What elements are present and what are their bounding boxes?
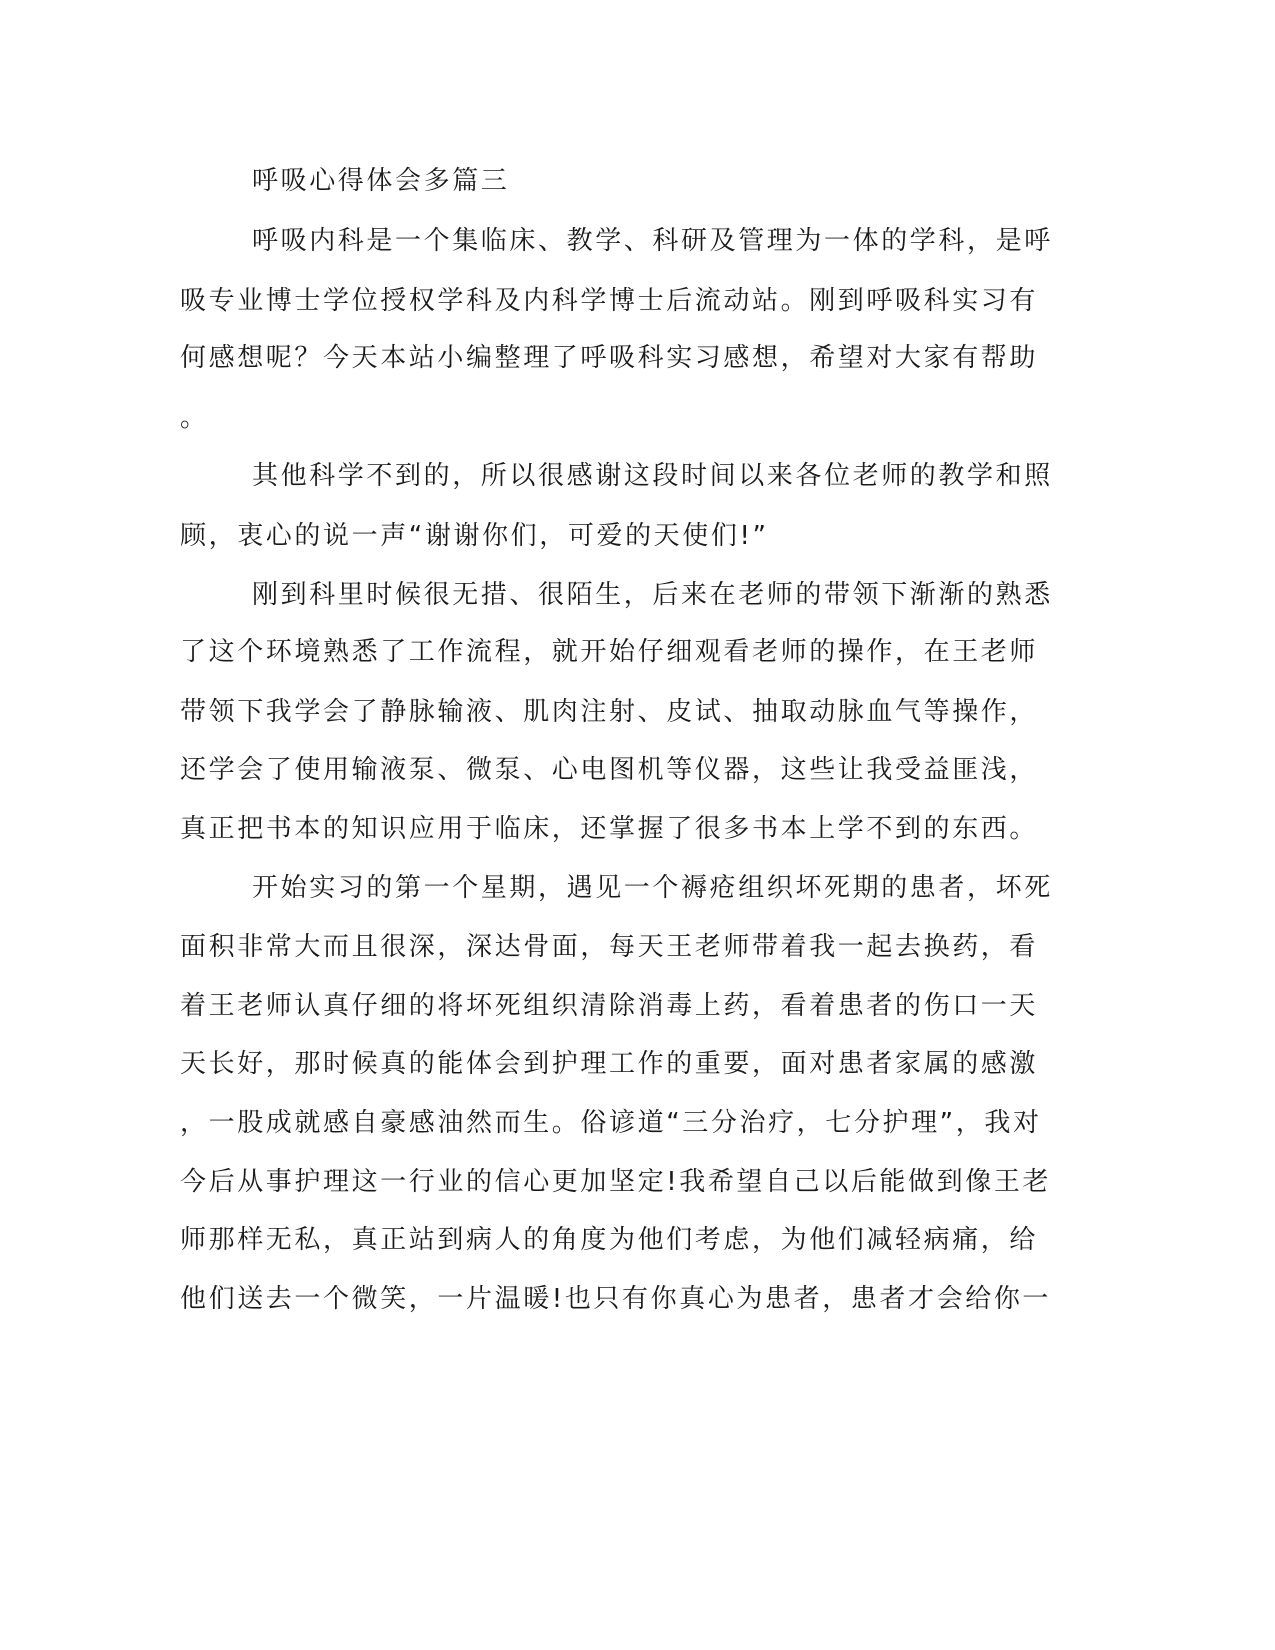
paragraph-line: 带领下我学会了静脉输液、肌肉注射、皮试、抽取动脉血气等操作， — [180, 697, 1039, 727]
paragraph-line: 吸专业博士学位授权学科及内科学博士后流动站。刚到呼吸科实习有 — [180, 286, 1039, 316]
paragraph-line: ，一股成就感自豪感油然而生。俗谚道“三分治疗，七分护理”，我对 — [180, 1108, 1042, 1138]
paragraph-line: 他们送去一个微笑，一片温暖!也只有你真心为患者，患者才会给你一 — [180, 1284, 1052, 1314]
paragraph-line: 面积非常大而且很深，深达骨面，每天王老师带着我一起去换药，看 — [180, 932, 1039, 962]
paragraph-line: 刚到科里时候很无措、很陌生，后来在老师的带领下渐渐的熟悉 — [252, 580, 1053, 610]
paragraph-line: 何感想呢？今天本站小编整理了呼吸科实习感想，希望对大家有帮助 — [180, 343, 1039, 373]
paragraph-line: 师那样无私，真正站到病人的角度为他们考虑，为他们减轻病痛，给 — [180, 1225, 1039, 1255]
paragraph-line: 顾，衷心的说一声“谢谢你们，可爱的天使们!” — [180, 521, 769, 551]
paragraph-line: 还学会了使用输液泵、微泵、心电图机等仪器，这些让我受益匪浅， — [180, 755, 1039, 785]
paragraph-line: 开始实习的第一个星期，遇见一个褥疮组织坏死期的患者，坏死 — [252, 873, 1053, 903]
paragraph-line: 真正把书本的知识应用于临床，还掌握了很多书本上学不到的东西。 — [180, 814, 1039, 844]
paragraph-line: 了这个环境熟悉了工作流程，就开始仔细观看老师的操作，在王老师 — [180, 637, 1039, 667]
paragraph-line: 呼吸内科是一个集临床、教学、科研及管理为一体的学科，是呼 — [252, 226, 1053, 256]
document-title: 呼吸心得体会多篇三 — [252, 166, 510, 196]
paragraph-line: 着王老师认真仔细的将坏死组织清除消毒上药，看着患者的伤口一天 — [180, 991, 1039, 1021]
paragraph-line: 天长好，那时候真的能体会到护理工作的重要，面对患者家属的感激 — [180, 1049, 1039, 1079]
paragraph-line: 。 — [180, 403, 209, 433]
paragraph-line: 今后从事护理这一行业的信心更加坚定!我希望自己以后能做到像王老 — [180, 1167, 1052, 1197]
paragraph-line: 其他科学不到的，所以很感谢这段时间以来各位老师的教学和照 — [252, 461, 1053, 491]
